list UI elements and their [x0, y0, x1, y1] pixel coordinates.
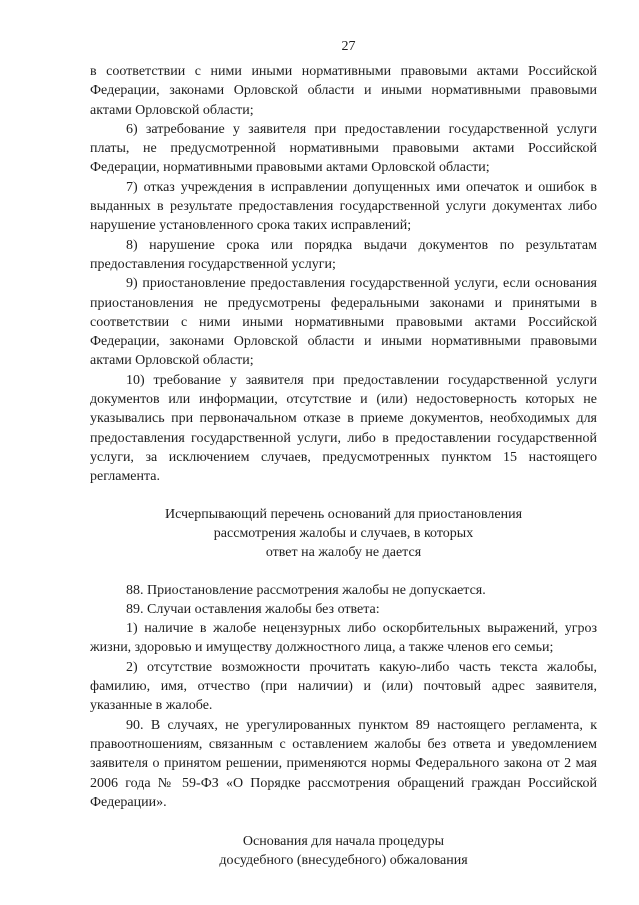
paragraph-item-88: 88. Приостановление рассмотрения жалобы не допускается. — [126, 582, 486, 598]
section-spacer — [90, 812, 597, 832]
paragraph-item-10: 10) требование у заявителя при предоставлении государственной услуги документов или информации, отсутствие и (или) недостоверность которых не указывались при первоначальном отказе в приеме документов, необходимых для предоставления государственной услуги, либо в предоставлении государственной услуги, за исключением случаев, предусмотренных пунктом 15 настоящего регламента. — [90, 372, 597, 485]
paragraph-item-89-1: 1) наличие в жалобе нецензурных либо оскорбительных выражений, угроз жизни, здоровью и имуществу должностного лица, а также членов его семьи; — [90, 621, 597, 656]
paragraph-intro-continuation: в соответствии с ними иными нормативными правовыми актами Российской Федерации, законами Орловской области и иными нормативными правовыми актами Орловской области; — [90, 64, 597, 118]
paragraph-item-89: 89. Случаи оставления жалобы без ответа: — [126, 601, 380, 617]
paragraph-item-7: 7) отказ учреждения в исправлении допущенных ими опечаток и ошибок в выданных в результате предоставления государственной услуги документах либо нарушение установленного срока таких исправлений; — [90, 179, 597, 234]
heading-line-3: ответ на жалобу не дается — [265, 544, 422, 560]
paragraph-item-90: 90. В случаях, не урегулированных пунктом 89 настоящего регламента, к правоотношениям, связанным с оставлением жалобы без ответа и уведомлением заявителя о принятом решении, применяются нормы Федерального закона от 2 мая 2006 года № 59-ФЗ «О Порядке рассмотрения обращений граждан Российской Федерации». — [90, 717, 597, 810]
section-spacer — [90, 562, 597, 581]
paragraph-item-89-2: 2) отсутствие возможности прочитать какую-либо часть текста жалобы, фамилию, имя, отчество (при наличии) и (или) почтовый адрес заявителя, указанные в жалобе. — [90, 659, 597, 714]
heading-line-2: рассмотрения жалобы и случаев, в которых — [213, 525, 474, 541]
heading-line-1: Исчерпывающий перечень оснований для приостановления — [164, 506, 523, 522]
heading-line-1: Основания для начала процедуры — [242, 834, 445, 850]
paragraph-item-6: 6) затребование у заявителя при предоставлении государственной услуги платы, не предусмотренной нормативными правовыми актами Российской Федерации, нормативными правовыми актами Орловской области; — [90, 121, 597, 176]
section-heading-exhaustive-list — [90, 505, 597, 562]
paragraph-item-8: 8) нарушение срока или порядка выдачи документов по результатам предоставления государственной услуги; — [90, 237, 597, 272]
paragraph-item-9: 9) приостановление предоставления государственной услуги, если основания приостановления не предусмотрены федеральными законами и принятыми в соответствии с ними иными нормативными правовыми актами Российской Федерации, законами Орловской области и иными нормативными правовыми актами Орловской области; — [90, 276, 597, 369]
section-spacer — [90, 487, 597, 505]
heading-line-2: досудебного (внесудебного) обжалования — [219, 853, 468, 869]
section-heading-pretrial-grounds — [90, 832, 597, 870]
page-number: 27 — [341, 39, 356, 54]
